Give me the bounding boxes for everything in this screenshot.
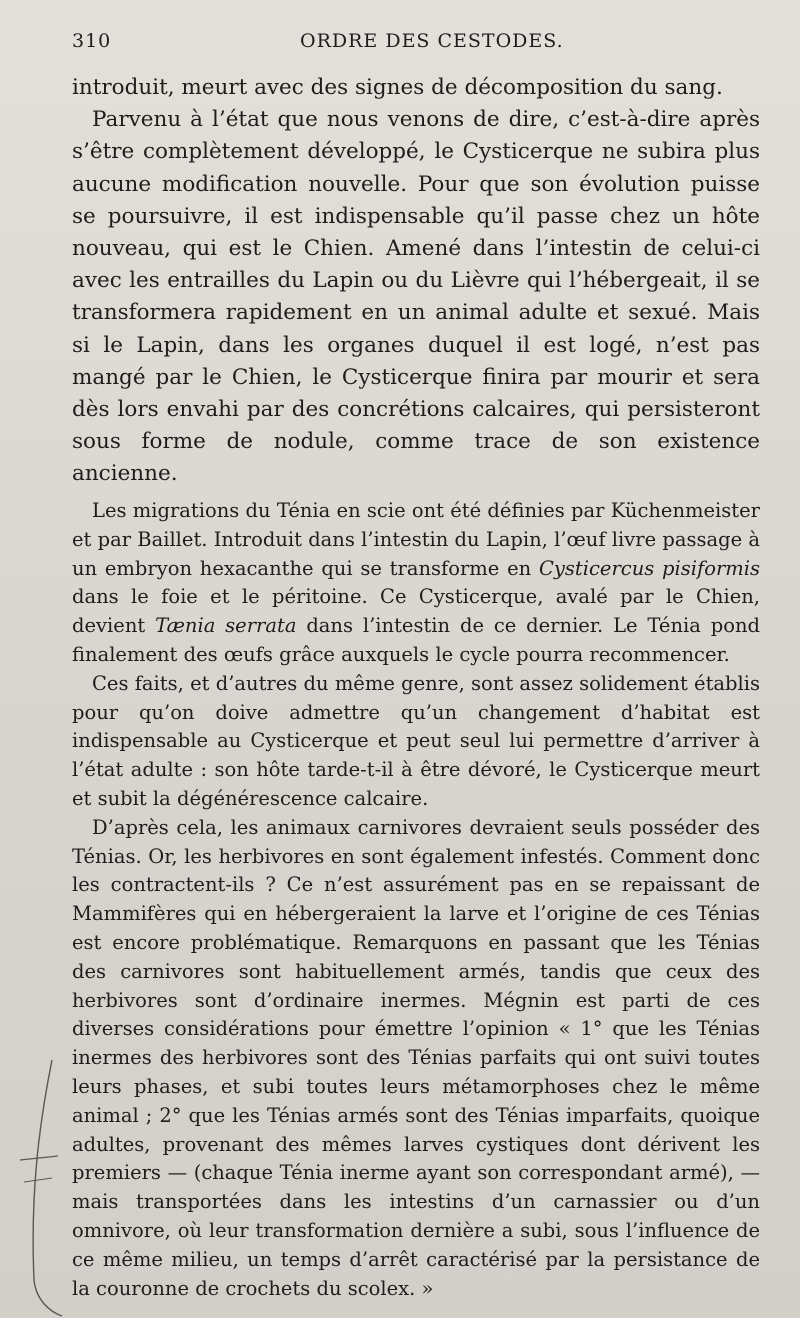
paragraph-text: Les migrations du Ténia en scie ont été définies par Küchenmeister et par Baillet. Introduit dans l’intestin du Lapin, l’œuf livre passage à un embryon hexacanthe qui se transforme en <box>72 499 760 580</box>
small-paragraph-carnivores: D’après cela, les animaux carnivores devraient seuls posséder des Ténias. Or, les herbivores en sont également infestés. Comment donc les contractent-ils ? Ce n’est assurément pas en se repaissant de Mammifères qui en hébergeraient la larve et l’origine de ces Ténias est encore problématique. Remarquons en passant que les Ténias des carnivores sont habituellement armés, tandis que ceux des herbivores sont d’ordinaire inermes. Mégnin est parti de ces diverses considérations pour émettre l’opinion « 1° que les Ténias inermes des herbivores sont des Ténias parfaits qui ont suivi toutes leurs phases, et subi toutes leurs métamorphoses chez le même animal ; 2° que les Ténias armés sont des Ténias imparfaits, quoique adultes, provenant des mêmes larves cystiques dont dérivent les premiers — (chaque Ténia inerme ayant son correspondant armé), — mais transportées dans les intestins d’un carnassier ou d’un omnivore, où leur transformation dernière a subi, sous l’influence de ce même milieu, un temps d’arrêt caractérisé par la persistance de la couronne de crochets du scolex. » <box>72 815 760 1300</box>
margin-pencil-stroke <box>33 1060 62 1316</box>
paragraph-text: dans l’intestin de ce dernier. Le Ténia pond finalement des œufs grâce auxquels le cycle pourra recommencer. <box>72 614 760 666</box>
margin-pencil-tick <box>20 1156 58 1160</box>
main-paragraph-1: introduit, meurt avec des signes de décomposition du sang. <box>72 75 723 100</box>
margin-pencil-tick <box>24 1178 52 1182</box>
page-number: 310 <box>72 30 112 52</box>
species-name-taenia: Tænia serrata <box>155 614 297 638</box>
running-title: ORDRE DES CESTODES. <box>300 30 564 52</box>
paragraph-text: dans le foie et le péritoine. Ce Cysticerque, avalé par le Chien, devient <box>72 585 760 638</box>
main-paragraph-2: Parvenu à l’état que nous venons de dire, c’est-à-dire après s’être complètement développé, le Cysticerque ne subira plus aucune modification nouvelle. Pour que son évolution puisse se poursuivre, il est indispensable qu’il passe chez un hôte nouveau, qui est le Chien. Amené dans l’intestin de celui-ci avec les entrailles du Lapin ou du Lièvre qui l’hébergeait, il se transformera rapidement en un animal adulte et sexué. Mais si le Lapin, dans les organes duquel il est logé, n’est pas mangé par le Chien, le Cysticerque finira par mourir et sera dès lors envahi par des concrétions calcaires, qui persisteront sous forme de nodule, comme trace de son existence ancienne. <box>72 107 760 487</box>
small-paragraph-habitat: Ces faits, et d’autres du même genre, sont assez solidement établis pour qu’on doive admettre qu’un changement d’habitat est indispensable au Cysticerque et peut seul lui permettre d’arriver à l’état adulte : son hôte tarde-t-il à être dévoré, le Cysticerque meurt et subit la dégénérescence calcaire. <box>72 671 760 810</box>
species-name-cysticercus: Cysticercus pisiformis <box>538 556 760 580</box>
